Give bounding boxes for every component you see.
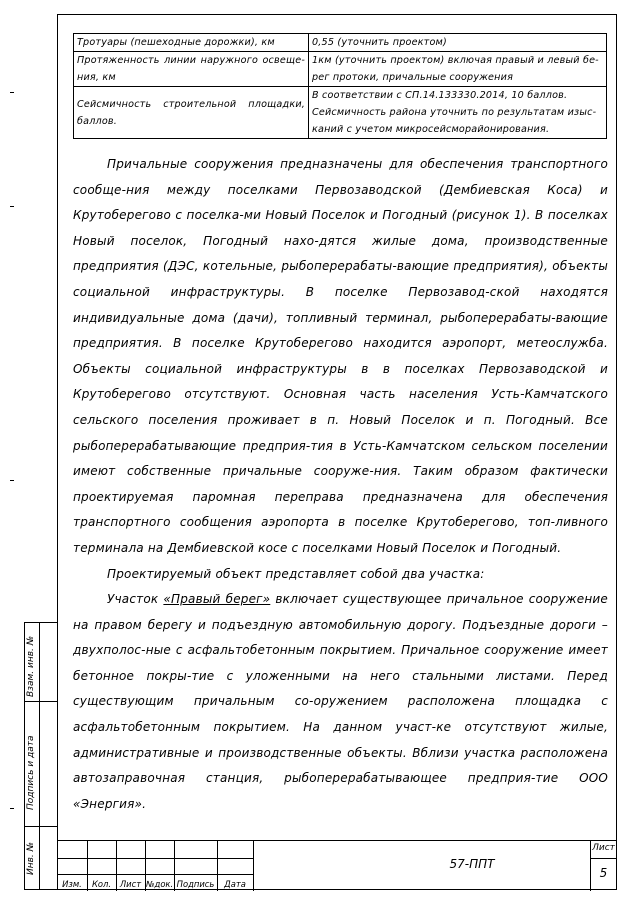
table-row: [74, 87, 607, 139]
value-cell: 0,55 (уточнить проектом): [309, 34, 607, 52]
doc-no-label: №док.: [145, 879, 174, 889]
izm-label: Изм.: [62, 879, 82, 889]
value-cell: В соответствии с СП.14.133330.2014, 10 баллов. Сейсмичность района уточнить по результатам изыс-каний с учетом микросейсморайонирования.: [309, 87, 607, 139]
kol-label: Кол.: [91, 879, 112, 889]
paragraph-right-bank: [73, 587, 608, 817]
paragraph-prefix: Участок: [107, 592, 164, 607]
value-cell: 1км (уточнить проектом) включая правый и левый бе-рег протоки, причальные сооружения: [309, 52, 607, 87]
signature-date-label: Подпись и дата: [26, 735, 36, 810]
parameters-table: [73, 33, 607, 139]
document-code: 57-ППТ: [449, 857, 495, 871]
table-row: [74, 52, 607, 87]
title-block: [57, 840, 617, 890]
inv-no-label: Инв. №: [26, 841, 36, 875]
body-text: [73, 152, 608, 817]
paragraph-berths: Причальные сооружения предназначены для обеспечения транспортного сообще-ния между поселками Первозаводской (Дембиевская Коса) и Крутоберегово с поселка-ми Новый Поселок и Погодный (рисунок 1). В поселках Новый поселок, Погодный нахо-дятся жилые дома, производственные предприятия (ДЭС, котельные, рыбоперерабаты-вающие предприятия), объекты социальной инфраструктуры. В поселке Первозавод-ской находятся индивидуальные дома (дачи), топливный терминал, рыбоперерабаты-вающие предприятия. В поселке Крутоберегово находится аэропорт, метеослужба. Объекты социальной инфраструктуры в в поселках Первозаводской и Крутоберегово отсутствуют. Основная часть населения Усть-Камчатского сельского поселения проживает в п. Новый Поселок и п. Погодный. Все рыбоперерабатывающие предприя-тия в Усть-Камчатском сельском поселении имеют собственные причальные сооруже-ния. Таким образом фактически проектируемая паромная переправа предназначена для обеспечения транспортного сообщения аэропорта в поселке Крутоберегово, топ-ливного терминала на Дембиевской косе с поселками Новый Поселок и Погодный.: [73, 157, 608, 555]
paragraph-object: Проектируемый объект представляет собой два участка:: [107, 566, 485, 581]
table-row: [74, 34, 607, 52]
param-cell: Протяженность линии наружного освеще-ния, км: [74, 52, 309, 87]
side-stamp: [24, 622, 57, 890]
list-label: Лист: [119, 879, 142, 889]
paragraph-rest: включает существующее причальное сооружение на правом берегу и подъездную автомобильную дорогу. Подъездные дороги – двухполос-ные с асфальтобетонным покрытием. Причальное сооружение имеет бетонное покры-тие с уложенными на него стальными листами. Перед существующим причальным со-оружением расположена площадка с асфальтобетонным покрытием. На данном участ-ке отсутствуют жилые, административные и производственные объекты. Вблизи участка расположена автозаправочная станция, рыбоперерабатывающее предприя-тие ООО «Энергия».: [73, 592, 608, 811]
sheet-label: Лист: [592, 843, 615, 853]
sheet-number: 5: [599, 866, 608, 880]
param-cell: Тротуары (пешеходные дорожки), км: [74, 34, 309, 52]
right-bank-link: «Правый берег»: [163, 592, 271, 607]
param-cell: Сейсмичность строительной площадки, баллов.: [74, 87, 309, 139]
vzam-inv-label: Взам. инв. №: [26, 635, 36, 697]
signature-label: Подпись: [176, 879, 215, 889]
date-label: Дата: [224, 879, 246, 889]
